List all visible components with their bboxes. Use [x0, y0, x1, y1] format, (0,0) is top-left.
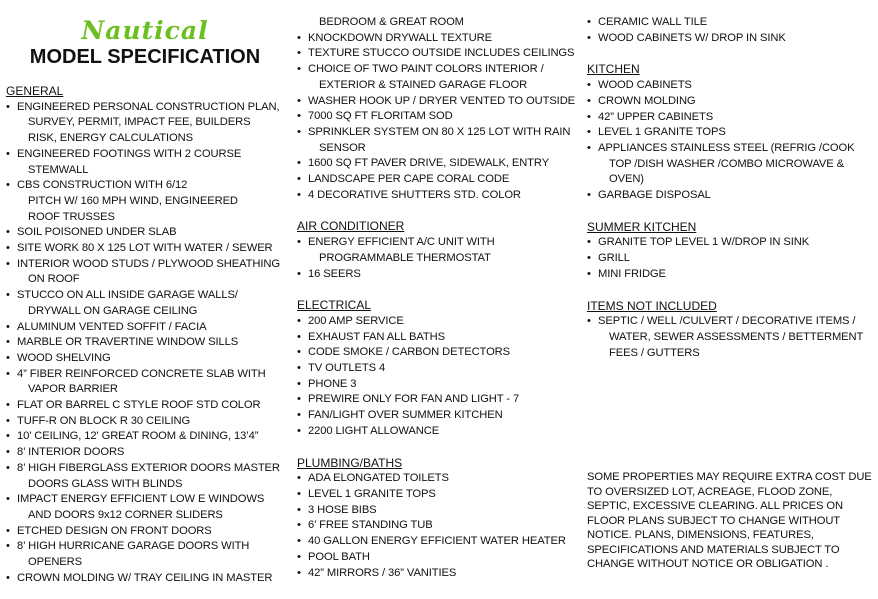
spec-item-text: CERAMIC WALL TILE: [598, 16, 708, 28]
spec-item: [6, 445, 290, 461]
spec-item-text: CHOICE OF TWO PAINT COLORS INTERIOR /: [308, 63, 544, 76]
spec-item-text: ENERGY EFFICIENT A/C UNIT WITH: [308, 236, 495, 249]
bullet-icon: •: [6, 289, 10, 302]
spec-item: [6, 178, 290, 194]
spec-item-continuation: [587, 172, 875, 188]
bullet-icon: •: [587, 110, 591, 123]
spec-item: [6, 351, 290, 367]
bullet-icon: •: [6, 414, 10, 427]
spec-item-text: FLAT OR BARREL C STYLE ROOF STD COLOR: [17, 399, 261, 412]
spec-item: [297, 361, 581, 377]
bullet-icon: •: [6, 320, 10, 333]
bullet-icon: •: [587, 236, 591, 249]
bullet-icon: •: [587, 126, 591, 139]
bullet-icon: •: [6, 367, 10, 380]
bullet-icon: •: [297, 125, 301, 138]
spec-item-text: LEVEL 1 GRANITE TOPS: [308, 487, 436, 500]
spec-item: [6, 367, 290, 383]
spec-item: [6, 524, 290, 540]
spec-item-text: WOOD CABINETS: [598, 79, 692, 92]
spec-item-text: APPLIANCES STAINLESS STEEL (REFRIG /COOK: [598, 141, 855, 154]
bullet-icon: •: [6, 540, 10, 553]
spec-item-continuation: [6, 508, 290, 524]
spec-item-text: OVEN): [609, 173, 644, 186]
spec-item-text: 42” MIRRORS / 36” VANITIES: [308, 566, 457, 579]
bullet-icon: •: [297, 188, 301, 201]
spec-item: [587, 235, 875, 251]
spec-item-continuation: [6, 382, 290, 398]
spec-item: [297, 267, 581, 283]
section-title-plumbing: PLUMBING/BATHS: [297, 455, 403, 470]
spec-item-text: SITE WORK 80 X 125 LOT WITH WATER / SEWER: [17, 242, 273, 255]
spec-item: [297, 550, 581, 566]
spec-item: [587, 251, 875, 267]
disclaimer-line: SEPTIC, EXCESSIVE CLEARING. ALL PRICES ON: [587, 500, 843, 512]
bullet-icon: •: [297, 157, 301, 170]
spec-item-text: 8’ HIGH HURRICANE GARAGE DOORS WITH: [17, 540, 250, 553]
spec-item-text: EXTERIOR & STAINED GARAGE FLOOR: [319, 78, 528, 91]
bullet-icon: •: [587, 31, 591, 44]
spec-item-text: TEXTURE STUCCO OUTSIDE INCLUDES CEILINGS: [308, 47, 575, 60]
spec-item-text: 2200 LIGHT ALLOWANCE: [308, 424, 440, 437]
spec-item-text: ETCHED DESIGN ON FRONT DOORS: [17, 524, 212, 537]
bullet-icon: •: [587, 94, 591, 107]
spec-item-text: FEES / GUTTERS: [609, 346, 700, 359]
spec-item-text: 7000 SQ FT FLORITAM SOD: [308, 110, 453, 123]
air-conditioner-list: [297, 235, 581, 282]
bullet-icon: •: [297, 267, 301, 280]
spec-item-text: SEPTIC / WELL /CULVERT / DECORATIVE ITEMS /: [598, 315, 856, 328]
spec-item-text: INTERIOR WOOD STUDS / PLYWOOD SHEATHING: [17, 257, 280, 270]
spec-item-text: 6’ FREE STANDING TUB: [308, 519, 433, 532]
spec-item: [297, 534, 581, 550]
bullet-icon: •: [297, 535, 301, 548]
bullet-icon: •: [6, 430, 10, 443]
disclaimer-text: [587, 470, 873, 572]
bullet-icon: •: [297, 409, 301, 422]
spec-item-text: RISK, ENERGY CALCULATIONS: [28, 132, 193, 145]
bullet-icon: •: [6, 524, 10, 537]
bullet-icon: •: [297, 487, 301, 500]
section-title-electrical: ELECTRICAL: [297, 298, 372, 313]
disclaimer-line: SOME PROPERTIES MAY REQUIRE EXTRA COST DUE: [587, 471, 872, 483]
spec-item-text: VAPOR BARRIER: [28, 383, 118, 396]
bullet-icon: •: [297, 550, 301, 563]
spec-item-text: KNOCKDOWN DRYWALL TEXTURE: [308, 31, 492, 44]
spec-item-text: POOL BATH: [308, 550, 370, 563]
spec-item-text: TOP /DISH WASHER /COMBO MICROWAVE &: [609, 157, 844, 170]
spec-item: [6, 571, 290, 587]
spec-item: [297, 377, 581, 393]
spec-item-text: 4 DECORATIVE SHUTTERS STD. COLOR: [308, 188, 521, 201]
spec-item-text: CODE SMOKE / CARBON DETECTORS: [308, 346, 511, 359]
spec-item: [587, 110, 875, 126]
general-continued-list: [297, 15, 581, 203]
spec-item-continuation: [297, 78, 581, 94]
spec-item: [6, 320, 290, 336]
spec-item: [6, 461, 290, 477]
section-title-air-conditioner: AIR CONDITIONER: [297, 219, 405, 234]
spec-item: [297, 487, 581, 503]
spec-item: [6, 335, 290, 351]
spec-item-text: WOOD CABINETS W/ DROP IN SINK: [598, 31, 786, 44]
bullet-icon: •: [6, 179, 10, 192]
spec-item-text: LANDSCAPE PER CAPE CORAL CODE: [308, 173, 510, 186]
spec-item: [297, 46, 581, 62]
spec-item: [297, 471, 581, 487]
spec-item-text: GARBAGE DISPOSAL: [598, 189, 711, 202]
bullet-icon: •: [297, 31, 301, 44]
spec-item: [587, 78, 875, 94]
spec-item-text: 4” FIBER REINFORCED CONCRETE SLAB WITH: [17, 367, 266, 380]
spec-item: [587, 267, 875, 283]
items-not-included-list: [587, 314, 875, 361]
spec-item-text: IMPACT ENERGY EFFICIENT LOW E WINDOWS: [17, 493, 265, 506]
spec-item-text: ENGINEERED PERSONAL CONSTRUCTION PLAN,: [17, 100, 280, 113]
spec-item-text: SENSOR: [319, 141, 366, 154]
spec-item: [297, 408, 581, 424]
spec-item-text: 1600 SQ FT PAVER DRIVE, SIDEWALK, ENTRY: [308, 157, 550, 170]
bullet-icon: •: [6, 461, 10, 474]
bullet-icon: •: [297, 566, 301, 579]
disclaimer-line: NOTICE. PLANS, DIMENSIONS, FEATURES,: [587, 529, 814, 541]
spec-item: [297, 62, 581, 78]
spec-item-continuation: [6, 304, 290, 320]
bullet-icon: •: [6, 336, 10, 349]
spec-item-text: 16 SEERS: [308, 267, 361, 280]
electrical-list: [297, 314, 581, 440]
spec-item-continuation: [297, 141, 581, 157]
spec-item-text: PITCH W/ 160 MPH WIND, ENGINEERED: [28, 194, 238, 207]
spec-item: [297, 31, 581, 47]
spec-item-text: CBS CONSTRUCTION WITH 6/12: [17, 179, 188, 192]
spec-item: [6, 241, 290, 257]
spec-item: [297, 125, 581, 141]
disclaimer-line: CHANGE WITHOUT NOTICE OR OBLIGATION .: [587, 558, 829, 570]
bullet-icon: •: [6, 147, 10, 160]
bullet-icon: •: [297, 94, 301, 107]
spec-item: [6, 100, 290, 116]
bullet-icon: •: [587, 79, 591, 92]
spec-item: [297, 235, 581, 251]
spec-item: [297, 330, 581, 346]
spec-item-text: DRYWALL ON GARAGE CEILING: [28, 304, 198, 317]
spec-item: [587, 31, 875, 47]
bullet-icon: •: [297, 424, 301, 437]
bullet-icon: •: [587, 267, 591, 280]
spec-item: [297, 345, 581, 361]
bullet-icon: •: [587, 16, 591, 28]
spec-item-text: WASHER HOOK UP / DRYER VENTED TO OUTSIDE: [308, 94, 576, 107]
spec-item-text: LEVEL 1 GRANITE TOPS: [598, 126, 726, 139]
bullet-icon: •: [6, 226, 10, 239]
spec-item-text: ALUMINUM VENTED SOFFIT / FACIA: [17, 320, 207, 333]
spec-item-text: 200 AMP SERVICE: [308, 314, 404, 327]
spec-item: [587, 314, 875, 330]
spec-item-text: MINI FRIDGE: [598, 267, 666, 280]
bullet-icon: •: [297, 110, 301, 123]
bullet-icon: •: [6, 446, 10, 459]
spec-item-text: PREWIRE ONLY FOR FAN AND LIGHT - 7: [308, 393, 520, 406]
spec-item: [297, 392, 581, 408]
column-2: [297, 0, 581, 581]
spec-item-text: FAN/LIGHT OVER SUMMER KITCHEN: [308, 409, 503, 422]
spec-item: [297, 503, 581, 519]
bullet-icon: •: [297, 472, 301, 485]
brand-logo-text: Nautical: [81, 16, 209, 45]
spec-item-text: CROWN MOLDING: [598, 94, 696, 107]
spec-item-text: DOORS GLASS WITH BLINDS: [28, 477, 183, 490]
bullet-icon: •: [587, 252, 591, 265]
bullet-icon: •: [297, 519, 301, 532]
spec-item: [587, 94, 875, 110]
spec-item-text: SURVEY, PERMIT, IMPACT FEE, BUILDERS: [28, 116, 251, 129]
column-1: [6, 0, 290, 587]
spec-item-text: ADA ELONGATED TOILETS: [308, 472, 449, 485]
spec-item: [297, 109, 581, 125]
plumbing-continued-list: [587, 15, 875, 46]
spec-item-text: WOOD SHELVING: [17, 351, 111, 364]
spec-item-continuation: [587, 346, 875, 362]
bullet-icon: •: [6, 242, 10, 255]
bullet-icon: •: [6, 100, 10, 113]
page-title: MODEL SPECIFICATION: [29, 46, 261, 68]
bullet-icon: •: [297, 362, 301, 375]
spec-item-continuation: [587, 157, 875, 173]
section-title-summer-kitchen: SUMMER KITCHEN: [587, 219, 697, 234]
spec-item-text: PROGRAMMABLE THERMOSTAT: [319, 251, 491, 264]
spec-item: [6, 147, 290, 163]
spec-item: [297, 15, 581, 31]
plumbing-list: [297, 471, 581, 581]
spec-item-continuation: [587, 330, 875, 346]
spec-item-text: STEMWALL: [28, 163, 89, 176]
bullet-icon: •: [587, 141, 591, 154]
bullet-icon: •: [6, 571, 10, 584]
spec-item: [297, 424, 581, 440]
spec-item: [6, 257, 290, 273]
kitchen-list: [587, 78, 875, 204]
spec-item-continuation: [6, 115, 290, 131]
spec-item: [587, 188, 875, 204]
bullet-icon: •: [297, 173, 301, 186]
spec-item: [6, 225, 290, 241]
spec-item-continuation: [6, 272, 290, 288]
section-title-kitchen: KITCHEN: [587, 62, 640, 77]
disclaimer-line: TO OVERSIZED LOT, ACREAGE, FLOOD ZONE,: [587, 485, 833, 498]
bullet-icon: •: [6, 257, 10, 270]
spec-item-text: ROOF TRUSSES: [28, 210, 115, 223]
bullet-icon: •: [297, 63, 301, 76]
general-list: [6, 100, 290, 587]
bullet-icon: •: [587, 189, 591, 202]
spec-item-continuation: [6, 131, 290, 147]
spec-item: [297, 94, 581, 110]
spec-item: [297, 518, 581, 534]
spec-item-text: OPENERS: [28, 556, 83, 569]
spec-item-continuation: [6, 210, 290, 226]
spec-item: [587, 141, 875, 157]
spec-item: [6, 398, 290, 414]
bullet-icon: •: [587, 315, 591, 328]
disclaimer-line: FLOOR PLANS SUBJECT TO CHANGE WITHOUT: [587, 514, 841, 527]
spec-item: [297, 188, 581, 204]
column-3: [587, 0, 875, 570]
disclaimer-line: SPECIFICATIONS AND MATERIALS SUBJECT TO: [587, 543, 840, 556]
spec-item-text: AND DOORS 9x12 CORNER SLIDERS: [28, 508, 223, 521]
spec-item-text: 8’ HIGH FIBERGLASS EXTERIOR DOORS MASTER: [17, 461, 280, 474]
spec-item-text: SOIL POISONED UNDER SLAB: [17, 226, 177, 239]
bullet-icon: •: [297, 314, 301, 327]
spec-item-continuation: [6, 555, 290, 571]
spec-item-text: WATER, SEWER ASSESSMENTS / BETTERMENT: [609, 330, 864, 343]
spec-item-continuation: [6, 163, 290, 179]
spec-item: [297, 566, 581, 582]
spec-item: [6, 492, 290, 508]
spec-item: [6, 288, 290, 304]
spec-item: [587, 125, 875, 141]
section-title-items-not-included: ITEMS NOT INCLUDED: [587, 298, 717, 313]
spec-item: [6, 414, 290, 430]
spec-item-text: TUFF-R ON BLOCK R 30 CEILING: [17, 414, 191, 427]
spec-item: [297, 314, 581, 330]
spec-item-continuation: [6, 194, 290, 210]
bullet-icon: •: [297, 503, 301, 516]
bullet-icon: •: [6, 399, 10, 412]
spec-item-text: GRANITE TOP LEVEL 1 W/DROP IN SINK: [598, 236, 810, 249]
spec-item-text: SPRINKLER SYSTEM ON 80 X 125 LOT WITH RAIN: [308, 125, 571, 138]
spec-item: [297, 156, 581, 172]
spec-item-text: TV OUTLETS 4: [308, 362, 386, 375]
bullet-icon: •: [297, 47, 301, 60]
bullet-icon: •: [6, 493, 10, 506]
spec-item-text: 40 GALLON ENERGY EFFICIENT WATER HEATER: [308, 535, 566, 548]
bullet-icon: •: [297, 330, 301, 343]
spec-item-text: EXHAUST FAN ALL BATHS: [308, 330, 445, 343]
spec-item-text: ENGINEERED FOOTINGS WITH 2 COURSE: [17, 147, 242, 160]
spec-item-text: STUCCO ON ALL INSIDE GARAGE WALLS/: [17, 289, 238, 302]
bullet-icon: •: [297, 377, 301, 390]
spec-item-text: ON ROOF: [28, 273, 80, 286]
spec-item-text: BEDROOM & GREAT ROOM: [319, 16, 464, 28]
spec-item-text: 8’ INTERIOR DOORS: [17, 446, 125, 459]
spec-item-text: PHONE 3: [308, 377, 357, 390]
spec-item-text: CROWN MOLDING W/ TRAY CEILING IN MASTER: [17, 571, 273, 584]
bullet-icon: •: [297, 346, 301, 359]
section-title-general: GENERAL: [6, 84, 64, 98]
spec-item-text: 3 HOSE BIBS: [308, 503, 377, 516]
spec-item-continuation: [297, 251, 581, 267]
spec-item: [587, 15, 875, 31]
bullet-icon: •: [6, 351, 10, 364]
spec-item: [6, 539, 290, 555]
bullet-icon: •: [297, 393, 301, 406]
spec-item-text: 10’ CEILING, 12' GREAT ROOM & DINING, 13’4”: [17, 430, 259, 443]
spec-item-text: 42” UPPER CABINETS: [598, 110, 714, 123]
spec-item-text: MARBLE OR TRAVERTINE WINDOW SILLS: [17, 336, 239, 349]
spec-item-text: GRILL: [598, 252, 630, 265]
summer-kitchen-list: [587, 235, 875, 282]
spec-item-continuation: [6, 477, 290, 493]
spec-item: [6, 429, 290, 445]
spec-item: [297, 172, 581, 188]
bullet-icon: •: [297, 236, 301, 249]
